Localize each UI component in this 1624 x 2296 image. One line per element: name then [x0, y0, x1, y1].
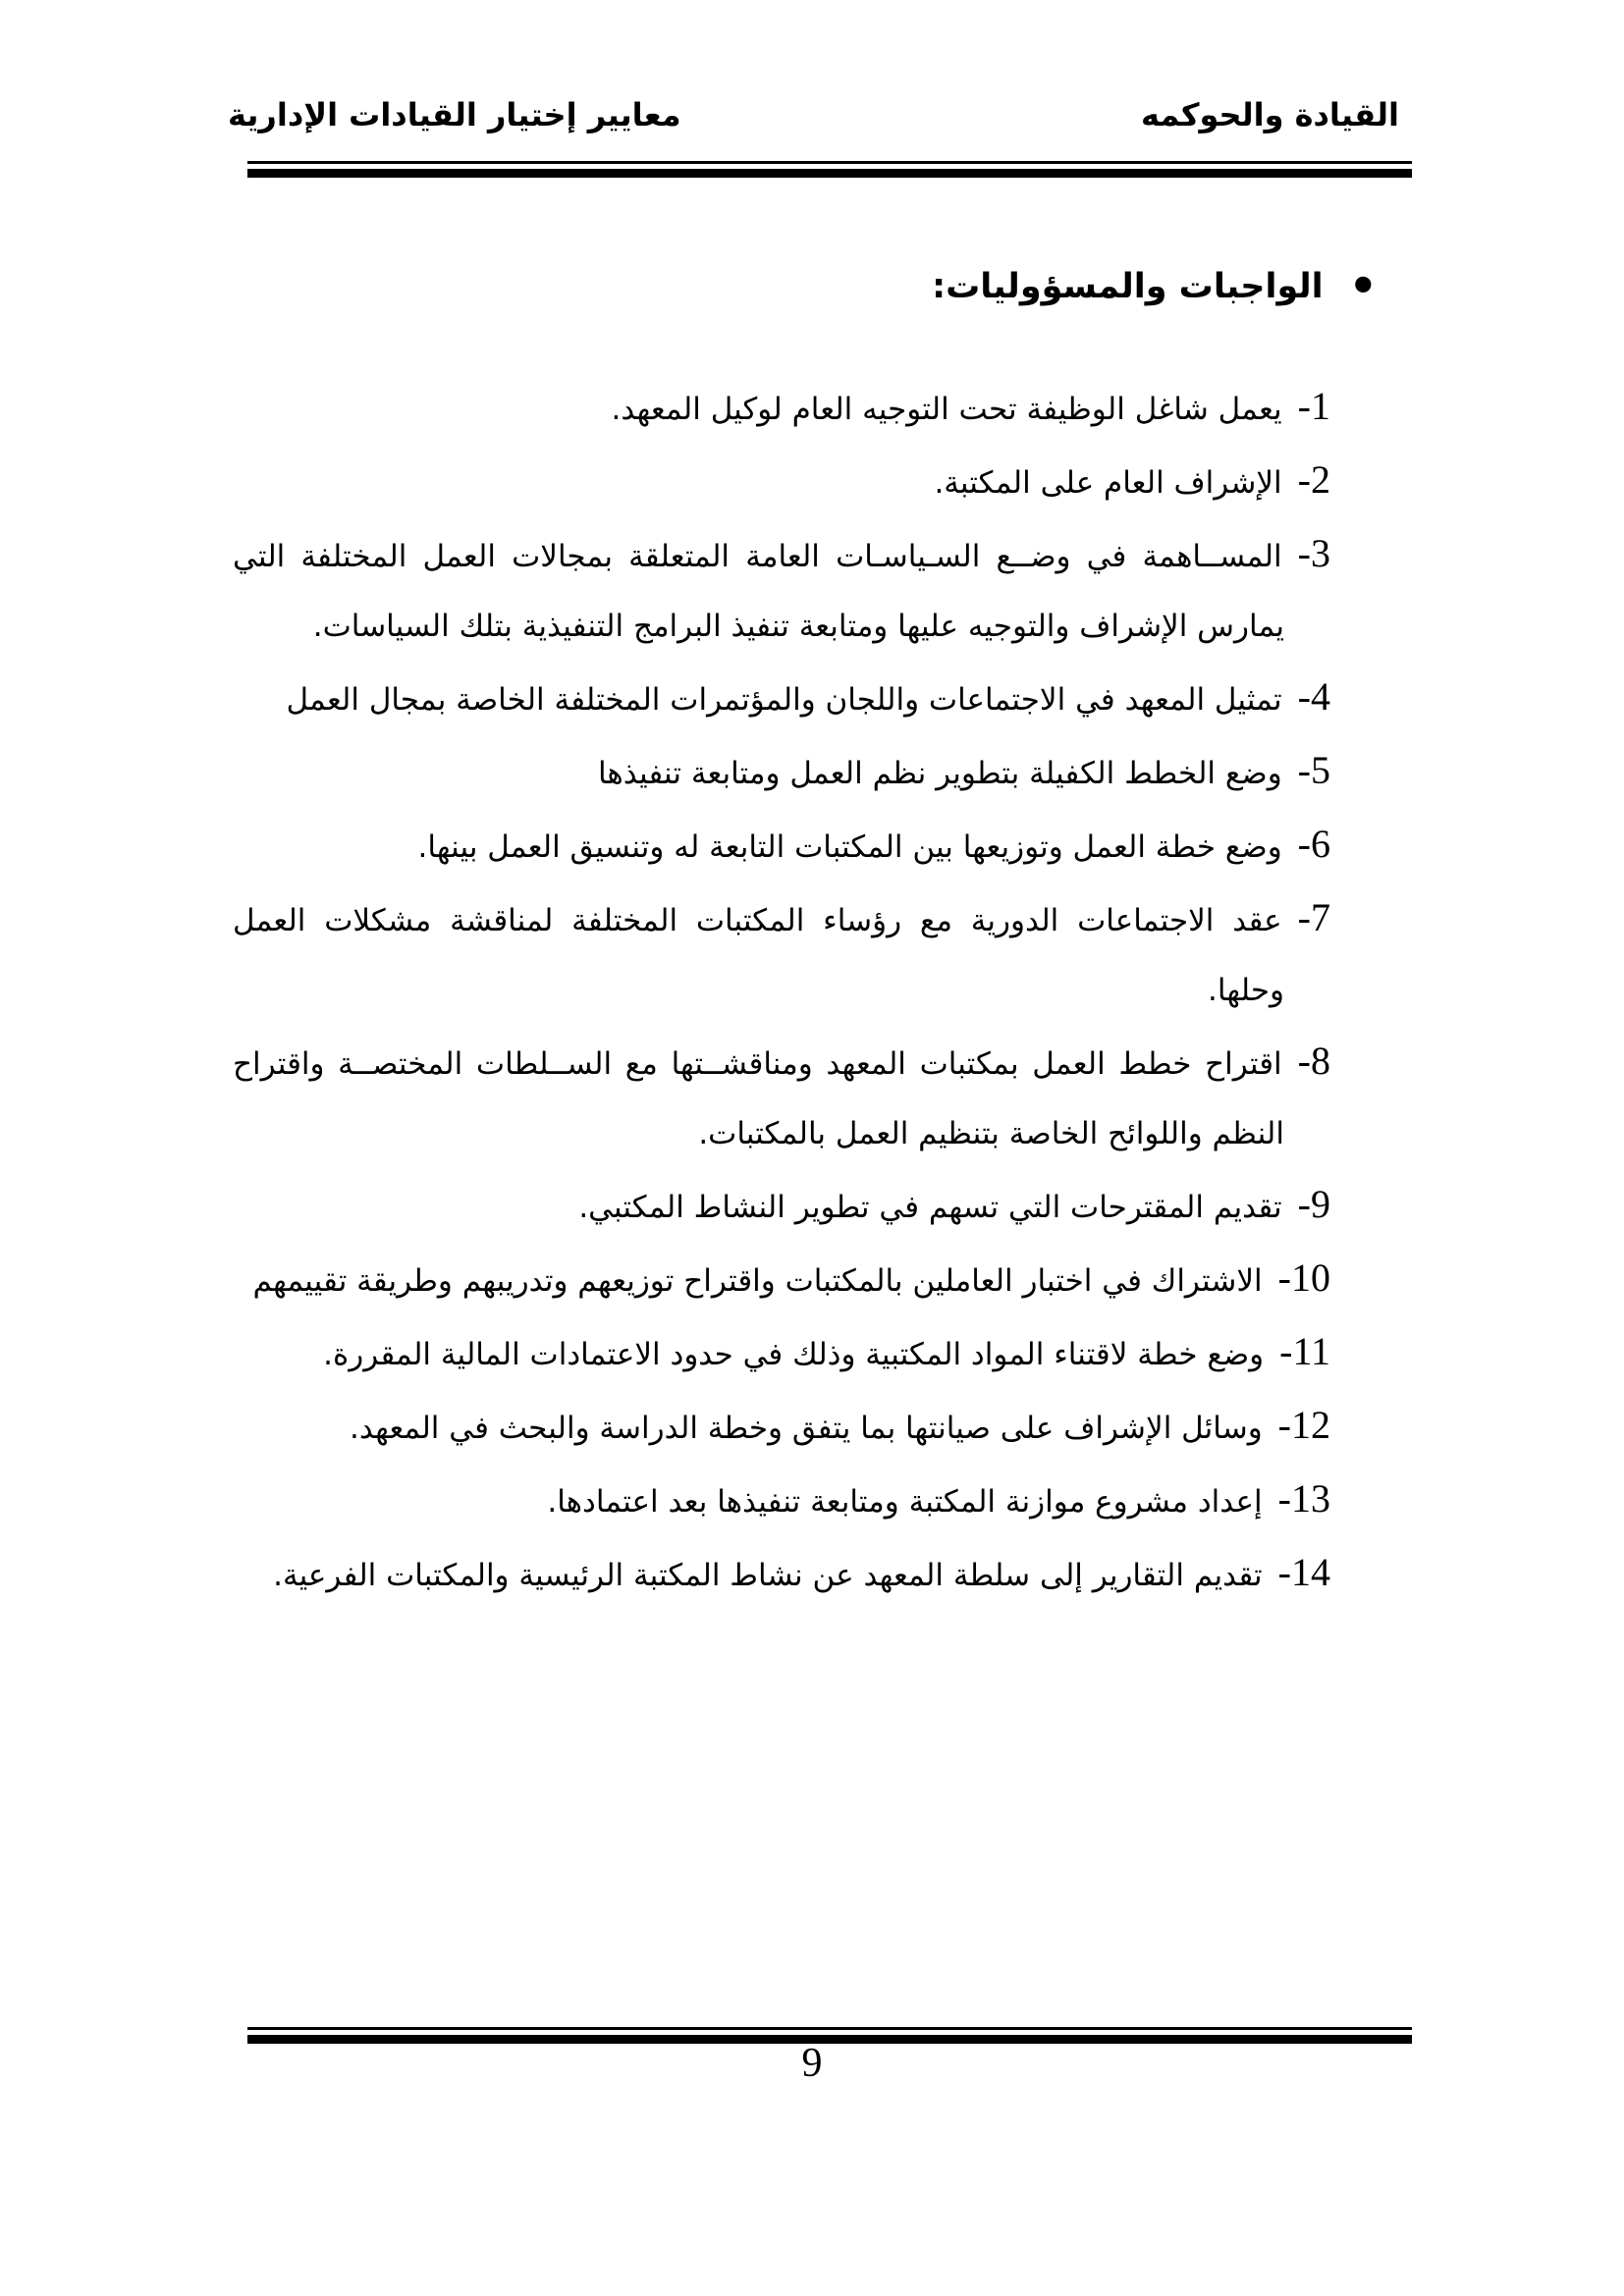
duty-number: 5-: [1297, 748, 1330, 792]
duty-number: 4-: [1297, 674, 1330, 719]
duty-text: الاشتراك في اختبار العاملين بالمكتبات واقتراح توزيعهم وتدريبهم وطريقة تقييمهم: [252, 1263, 1263, 1299]
duty-text: عقد الاجتماعات الدورية مع رؤساء المكتبات المختلفة لمناقشة مشكلات العمل وحلها.: [233, 903, 1284, 1008]
duty-item-12: [233, 1390, 1330, 1464]
duty-text: وضع الخطط الكفيلة بتطوير نظم العمل ومتابعة تنفيذها: [597, 756, 1282, 791]
section-heading: [932, 259, 1378, 312]
header-rule: [247, 161, 1412, 178]
duty-number: 6-: [1297, 822, 1330, 866]
section-title: الواجبات والمسؤوليات:: [932, 267, 1324, 306]
duty-item-4: [233, 662, 1330, 735]
duty-text: تمثيل المعهد في الاجتماعات واللجان والمؤتمرات المختلفة الخاصة بمجال العمل: [286, 682, 1282, 718]
duty-number: 9-: [1297, 1182, 1330, 1226]
duty-text: وضع خطة لاقتناء المواد المكتبية وذلك في حدود الاعتمادات المالية المقررة.: [323, 1337, 1265, 1372]
duty-text: يعمل شاغل الوظيفة تحت التوجيه العام لوكيل المعهد.: [611, 392, 1282, 427]
duty-text: تقديم المقترحات التي تسهم في تطوير النشاط المكتبي.: [578, 1190, 1282, 1225]
duty-item-10: [233, 1243, 1330, 1316]
duty-number: 8-: [1297, 1039, 1330, 1083]
duty-number: 13-: [1277, 1476, 1330, 1521]
duties-list: [233, 371, 1330, 1611]
duty-item-2: [233, 445, 1330, 518]
duty-number: 7-: [1297, 895, 1330, 939]
duty-item-6: [233, 809, 1330, 882]
duty-number: 2-: [1297, 457, 1330, 502]
duty-item-14: [233, 1537, 1330, 1611]
duty-number: 11-: [1279, 1329, 1330, 1373]
duty-item-11: [233, 1316, 1330, 1390]
duty-item-8: [233, 1026, 1330, 1169]
header-left-title: معايير إختيار القيادات الإدارية: [228, 96, 681, 133]
duty-number: 1-: [1297, 384, 1330, 428]
duty-item-1: [233, 371, 1330, 445]
duty-number: 3-: [1297, 531, 1330, 575]
header-right-title: القيادة والحوكمه: [1140, 96, 1399, 133]
duty-text: إعداد مشروع موازنة المكتبة ومتابعة تنفيذها بعد اعتمادها.: [547, 1484, 1263, 1520]
duty-text: اقتراح خطط العمل بمكتبات المعهد ومناقشــتها مع الســلطات المختصــة واقتراح النظم واللوائح الخاصة بتنظيم العمل بالمكتبات.: [233, 1046, 1284, 1151]
duty-text: وسائل الإشراف على صيانتها بما يتفق وخطة الدراسة والبحث في المعهد.: [350, 1411, 1263, 1446]
duty-item-3: [233, 518, 1330, 662]
duty-number: 12-: [1277, 1403, 1330, 1447]
duty-number: 10-: [1277, 1255, 1330, 1300]
bullet-icon: •: [1348, 259, 1378, 312]
duty-item-9: [233, 1169, 1330, 1243]
duty-text: وضع خطة العمل وتوزيعها بين المكتبات التابعة له وتنسيق العمل بينها.: [417, 829, 1282, 865]
duty-text: الإشراف العام على المكتبة.: [934, 465, 1282, 501]
duty-number: 14-: [1277, 1550, 1330, 1594]
duty-item-7: [233, 882, 1330, 1026]
page-number: 9: [801, 2041, 823, 2086]
duty-text: المســاهمة في وضــع السـياسـات العامة المتعلقة بمجالات العمل المختلفة التي يمارس الإشراف والتوجيه عليها ومتابعة تنفيذ البرامج التنفيذية بتلك السياسات.: [233, 539, 1284, 644]
duty-item-13: [233, 1464, 1330, 1537]
duty-item-5: [233, 735, 1330, 809]
duty-text: تقديم التقارير إلى سلطة المعهد عن نشاط المكتبة الرئيسية والمكتبات الفرعية.: [273, 1558, 1263, 1593]
